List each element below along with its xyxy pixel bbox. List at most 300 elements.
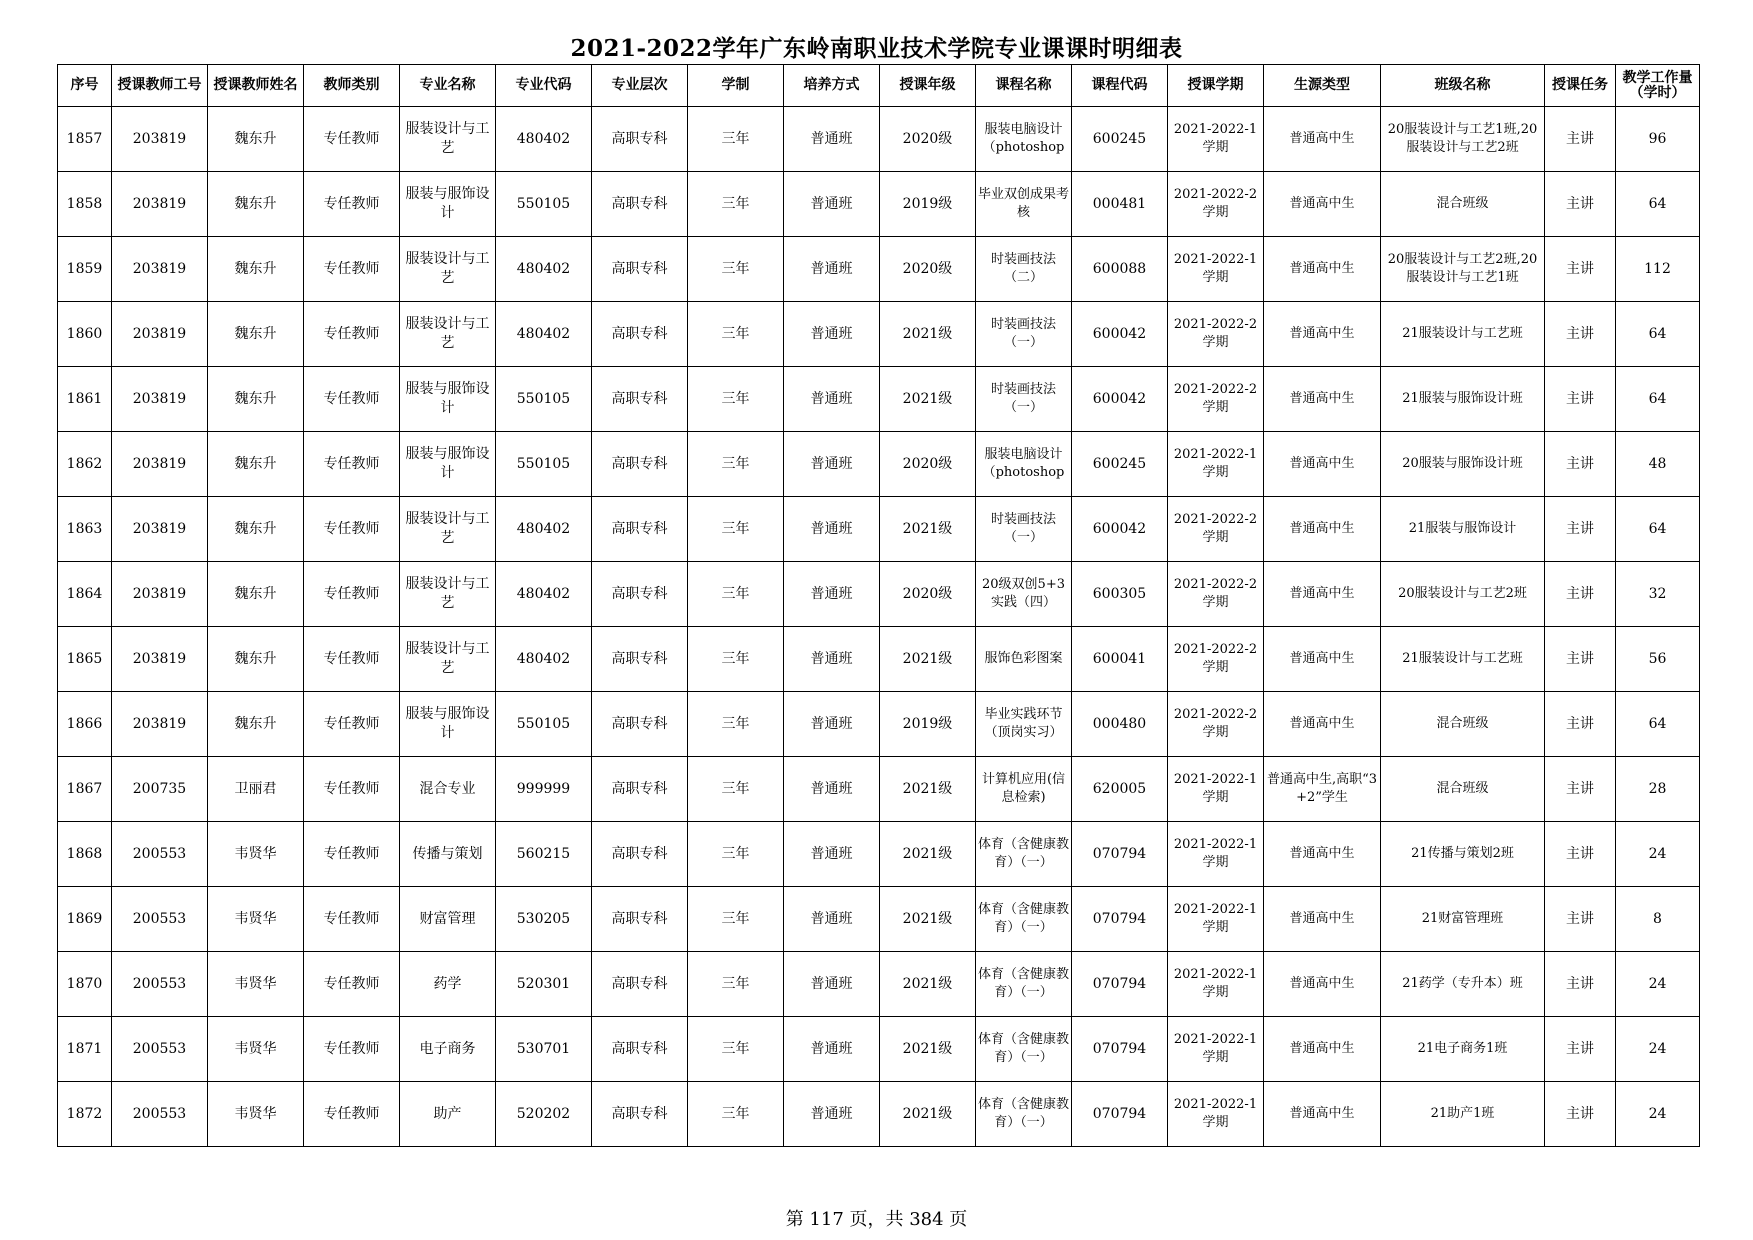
table-cell: 专任教师 [304,367,400,432]
table-cell: 1861 [58,367,112,432]
table-cell: 服装与服饰设计 [400,172,496,237]
table-cell: 体育（含健康教育）（一） [976,1017,1072,1082]
course-hours-table [57,64,1700,1147]
table-cell: 服装与服饰设计 [400,692,496,757]
table-cell: 203819 [112,627,208,692]
table-cell: 2021-2022-1学期 [1168,822,1264,887]
column-header: 授课学期 [1168,65,1264,107]
table-cell: 服装与服饰设计 [400,432,496,497]
table-cell: 时装画技法（一） [976,497,1072,562]
table-cell: 21服装设计与工艺班 [1381,302,1545,367]
table-cell: 070794 [1072,952,1168,1017]
table-cell: 2021-2022-2学期 [1168,302,1264,367]
table-cell: 主讲 [1545,302,1616,367]
table-cell: 21财富管理班 [1381,887,1545,952]
table-cell: 2020级 [880,562,976,627]
table-cell: 普通高中生 [1264,692,1381,757]
table-cell: 高职专科 [592,367,688,432]
table-cell: 高职专科 [592,887,688,952]
table-cell: 助产 [400,1082,496,1147]
table-cell: 三年 [688,887,784,952]
table-cell: 1872 [58,1082,112,1147]
table-cell: 24 [1616,952,1700,1017]
table-cell: 普通班 [784,432,880,497]
table-cell: 体育（含健康教育）（一） [976,887,1072,952]
table-cell: 999999 [496,757,592,822]
table-cell: 24 [1616,822,1700,887]
table-cell: 普通班 [784,302,880,367]
table-cell: 普通高中生 [1264,1082,1381,1147]
table-cell: 服装设计与工艺 [400,237,496,302]
table-cell: 24 [1616,1082,1700,1147]
column-header: 学制 [688,65,784,107]
table-cell: 64 [1616,172,1700,237]
table-cell: 64 [1616,302,1700,367]
table-cell: 2021-2022-1学期 [1168,1082,1264,1147]
column-header: 课程代码 [1072,65,1168,107]
table-cell: 专任教师 [304,757,400,822]
table-cell: 普通班 [784,1082,880,1147]
table-cell: 普通班 [784,367,880,432]
table-cell: 520202 [496,1082,592,1147]
table-cell: 2021级 [880,497,976,562]
table-cell: 070794 [1072,1082,1168,1147]
table-cell: 21传播与策划2班 [1381,822,1545,887]
table-cell: 主讲 [1545,497,1616,562]
table-cell: 卫丽君 [208,757,304,822]
table-cell: 203819 [112,237,208,302]
table-cell: 480402 [496,497,592,562]
table-cell: 070794 [1072,1017,1168,1082]
table-cell: 21服装与服饰设计 [1381,497,1545,562]
table-cell: 高职专科 [592,1082,688,1147]
table-cell: 专任教师 [304,822,400,887]
table-cell: 550105 [496,172,592,237]
table-cell: 28 [1616,757,1700,822]
table-cell: 主讲 [1545,887,1616,952]
table-cell: 时装画技法（一） [976,367,1072,432]
table-cell: 魏东升 [208,237,304,302]
page-title: 2021-2022学年广东岭南职业技术学院专业课课时明细表 [570,35,1183,62]
table-cell: 112 [1616,237,1700,302]
table-cell: 1858 [58,172,112,237]
table-cell: 2021-2022-1学期 [1168,107,1264,172]
column-header: 授课任务 [1545,65,1616,107]
table-row [58,952,1700,1017]
table-cell: 专任教师 [304,497,400,562]
table-cell: 96 [1616,107,1700,172]
table-cell: 三年 [688,757,784,822]
table-cell: 高职专科 [592,627,688,692]
table-cell: 魏东升 [208,302,304,367]
table-cell: 20服装与服饰设计班 [1381,432,1545,497]
table-cell: 2021-2022-2学期 [1168,497,1264,562]
table-cell: 203819 [112,497,208,562]
table-cell: 2020级 [880,107,976,172]
table-cell: 普通班 [784,692,880,757]
table-cell: 魏东升 [208,497,304,562]
table-cell: 1869 [58,887,112,952]
table-cell: 2020级 [880,237,976,302]
table-cell: 600041 [1072,627,1168,692]
table-cell: 2021-2022-1学期 [1168,1017,1264,1082]
table-cell: 200553 [112,1017,208,1082]
table-cell: 普通高中生 [1264,952,1381,1017]
column-header: 授课教师姓名 [208,65,304,107]
table-cell: 主讲 [1545,822,1616,887]
column-header: 授课教师工号 [112,65,208,107]
table-cell: 1870 [58,952,112,1017]
table-cell: 2021级 [880,1082,976,1147]
table-cell: 普通高中生 [1264,497,1381,562]
table-cell: 高职专科 [592,1017,688,1082]
table-cell: 600088 [1072,237,1168,302]
table-cell: 魏东升 [208,432,304,497]
table-cell: 普通班 [784,562,880,627]
table-cell: 48 [1616,432,1700,497]
table-cell: 混合班级 [1381,172,1545,237]
table-cell: 时装画技法（一） [976,302,1072,367]
table-cell: 203819 [112,107,208,172]
table-cell: 480402 [496,107,592,172]
table-cell: 服装设计与工艺 [400,302,496,367]
table-cell: 070794 [1072,887,1168,952]
table-cell: 56 [1616,627,1700,692]
table-cell: 主讲 [1545,1017,1616,1082]
table-cell: 普通班 [784,237,880,302]
table-cell: 专任教师 [304,627,400,692]
table-cell: 普通高中生 [1264,627,1381,692]
table-cell: 2021级 [880,952,976,1017]
table-cell: 21服装设计与工艺班 [1381,627,1545,692]
table-cell: 普通班 [784,757,880,822]
table-cell: 三年 [688,627,784,692]
table-cell: 203819 [112,432,208,497]
table-cell: 560215 [496,822,592,887]
table-cell: 480402 [496,627,592,692]
table-cell: 韦贤华 [208,1017,304,1082]
table-cell: 魏东升 [208,107,304,172]
table-cell: 1868 [58,822,112,887]
table-cell: 服装设计与工艺 [400,107,496,172]
table-cell: 1864 [58,562,112,627]
table-row [58,887,1700,952]
page-footer: 第 117 页，共 384 页 [785,1209,968,1230]
table-cell: 普通高中生,高职“3+2”学生 [1264,757,1381,822]
table-cell: 三年 [688,497,784,562]
table-cell: 三年 [688,822,784,887]
table-cell: 三年 [688,302,784,367]
table-cell: 混合专业 [400,757,496,822]
table-cell: 550105 [496,432,592,497]
table-cell: 韦贤华 [208,822,304,887]
table-cell: 普通班 [784,627,880,692]
table-cell: 2021-2022-1学期 [1168,432,1264,497]
table-cell: 高职专科 [592,497,688,562]
table-row [58,1082,1700,1147]
table-cell: 2021-2022-2学期 [1168,172,1264,237]
table-cell: 毕业双创成果考核 [976,172,1072,237]
table-cell: 普通班 [784,172,880,237]
table-cell: 8 [1616,887,1700,952]
table-cell: 普通高中生 [1264,172,1381,237]
table-cell: 600245 [1072,432,1168,497]
table-row [58,302,1700,367]
table-cell: 20级双创5+3实践（四） [976,562,1072,627]
table-cell: 服装设计与工艺 [400,562,496,627]
table-cell: 高职专科 [592,757,688,822]
table-cell: 专任教师 [304,432,400,497]
table-row [58,822,1700,887]
table-cell: 普通高中生 [1264,887,1381,952]
table-row [58,367,1700,432]
table-cell: 480402 [496,237,592,302]
table-cell: 服装设计与工艺 [400,497,496,562]
table-cell: 20服装设计与工艺1班,20服装设计与工艺2班 [1381,107,1545,172]
table-cell: 64 [1616,497,1700,562]
table-cell: 普通高中生 [1264,302,1381,367]
table-cell: 600042 [1072,302,1168,367]
table-cell: 传播与策划 [400,822,496,887]
table-cell: 2021-2022-1学期 [1168,887,1264,952]
table-cell: 主讲 [1545,367,1616,432]
table-cell: 三年 [688,1082,784,1147]
table-cell: 魏东升 [208,562,304,627]
table-cell: 服装电脑设计（photoshop [976,107,1072,172]
table-row [58,757,1700,822]
table-cell: 070794 [1072,822,1168,887]
table-cell: 600245 [1072,107,1168,172]
header-row [58,65,1700,107]
table-cell: 普通高中生 [1264,432,1381,497]
table-cell: 2020级 [880,432,976,497]
column-header: 教师类别 [304,65,400,107]
table-cell: 1865 [58,627,112,692]
table-cell: 200553 [112,952,208,1017]
table-cell: 毕业实践环节（顶岗实习） [976,692,1072,757]
table-cell: 专任教师 [304,1082,400,1147]
table-cell: 520301 [496,952,592,1017]
table-cell: 普通班 [784,822,880,887]
table-cell: 魏东升 [208,367,304,432]
table-cell: 体育（含健康教育）（一） [976,1082,1072,1147]
table-cell: 三年 [688,1017,784,1082]
table-cell: 主讲 [1545,1082,1616,1147]
table-cell: 主讲 [1545,952,1616,1017]
table-cell: 韦贤华 [208,952,304,1017]
table-cell: 2021级 [880,1017,976,1082]
table-cell: 600042 [1072,367,1168,432]
table-row [58,107,1700,172]
table-row [58,497,1700,562]
table-cell: 普通高中生 [1264,237,1381,302]
table-cell: 620005 [1072,757,1168,822]
table-cell: 1862 [58,432,112,497]
table-cell: 普通班 [784,107,880,172]
table-cell: 主讲 [1545,172,1616,237]
table-cell: 高职专科 [592,692,688,757]
table-cell: 专任教师 [304,1017,400,1082]
table-cell: 服装设计与工艺 [400,627,496,692]
table-cell: 1857 [58,107,112,172]
table-cell: 三年 [688,172,784,237]
table-cell: 203819 [112,692,208,757]
table-cell: 三年 [688,367,784,432]
table-cell: 财富管理 [400,887,496,952]
column-header: 教学工作量（学时） [1616,65,1700,107]
table-cell: 体育（含健康教育）（一） [976,822,1072,887]
table-cell: 550105 [496,367,592,432]
table-cell: 高职专科 [592,237,688,302]
table-cell: 电子商务 [400,1017,496,1082]
table-cell: 计算机应用(信息检索) [976,757,1072,822]
table-cell: 混合班级 [1381,692,1545,757]
table-cell: 主讲 [1545,692,1616,757]
table-cell: 1859 [58,237,112,302]
column-header: 班级名称 [1381,65,1545,107]
table-cell: 000481 [1072,172,1168,237]
column-header: 培养方式 [784,65,880,107]
table-cell: 64 [1616,367,1700,432]
table-row [58,1017,1700,1082]
column-header: 课程名称 [976,65,1072,107]
table-cell: 普通班 [784,952,880,1017]
table-cell: 魏东升 [208,627,304,692]
table-cell: 20服装设计与工艺2班 [1381,562,1545,627]
table-cell: 64 [1616,692,1700,757]
table-cell: 000480 [1072,692,1168,757]
table-cell: 服装与服饰设计 [400,367,496,432]
table-cell: 专任教师 [304,237,400,302]
table-cell: 1867 [58,757,112,822]
table-cell: 20服装设计与工艺2班,20服装设计与工艺1班 [1381,237,1545,302]
table-cell: 200735 [112,757,208,822]
table-cell: 530205 [496,887,592,952]
table-cell: 专任教师 [304,172,400,237]
table-cell: 203819 [112,172,208,237]
column-header: 专业层次 [592,65,688,107]
table-cell: 2021-2022-1学期 [1168,757,1264,822]
table-cell: 2021-2022-2学期 [1168,627,1264,692]
table-cell: 主讲 [1545,107,1616,172]
table-cell: 魏东升 [208,172,304,237]
table-cell: 主讲 [1545,627,1616,692]
table-cell: 普通高中生 [1264,562,1381,627]
table-cell: 21服装与服饰设计班 [1381,367,1545,432]
table-cell: 韦贤华 [208,887,304,952]
table-cell: 魏东升 [208,692,304,757]
table-cell: 480402 [496,562,592,627]
table-cell: 专任教师 [304,562,400,627]
column-header: 授课年级 [880,65,976,107]
table-cell: 主讲 [1545,237,1616,302]
table-cell: 三年 [688,237,784,302]
column-header: 专业代码 [496,65,592,107]
table-cell: 高职专科 [592,562,688,627]
table-cell: 24 [1616,1017,1700,1082]
table-cell: 530701 [496,1017,592,1082]
table-cell: 高职专科 [592,107,688,172]
table-cell: 2021级 [880,757,976,822]
table-cell: 600042 [1072,497,1168,562]
table-cell: 高职专科 [592,172,688,237]
table-cell: 普通高中生 [1264,367,1381,432]
table-cell: 混合班级 [1381,757,1545,822]
table-cell: 专任教师 [304,887,400,952]
table-cell: 高职专科 [592,822,688,887]
table-cell: 普通高中生 [1264,107,1381,172]
table-cell: 550105 [496,692,592,757]
table-cell: 200553 [112,1082,208,1147]
table-cell: 普通班 [784,887,880,952]
table-cell: 三年 [688,692,784,757]
column-header: 序号 [58,65,112,107]
table-cell: 2021-2022-2学期 [1168,562,1264,627]
table-body [58,107,1700,1147]
table-cell: 普通高中生 [1264,822,1381,887]
table-cell: 21药学（专升本）班 [1381,952,1545,1017]
table-cell: 服装电脑设计（photoshop [976,432,1072,497]
table-cell: 2019级 [880,692,976,757]
table-cell: 时装画技法（二） [976,237,1072,302]
table-cell: 1863 [58,497,112,562]
table-cell: 2021-2022-2学期 [1168,692,1264,757]
table-row [58,237,1700,302]
table-cell: 203819 [112,562,208,627]
table-cell: 203819 [112,367,208,432]
table-cell: 主讲 [1545,562,1616,627]
table-cell: 2021级 [880,302,976,367]
table-cell: 体育（含健康教育）（一） [976,952,1072,1017]
table-cell: 普通班 [784,497,880,562]
table-cell: 32 [1616,562,1700,627]
table-cell: 2019级 [880,172,976,237]
table-cell: 高职专科 [592,952,688,1017]
table-cell: 200553 [112,887,208,952]
table-cell: 三年 [688,432,784,497]
table-row [58,432,1700,497]
column-header: 专业名称 [400,65,496,107]
table-cell: 200553 [112,822,208,887]
table-row [58,562,1700,627]
table-cell: 韦贤华 [208,1082,304,1147]
table-cell: 主讲 [1545,432,1616,497]
table-cell: 2021级 [880,627,976,692]
table-cell: 21助产1班 [1381,1082,1545,1147]
table-cell: 1860 [58,302,112,367]
table-cell: 专任教师 [304,692,400,757]
table-cell: 600305 [1072,562,1168,627]
table-cell: 2021-2022-2学期 [1168,367,1264,432]
table-cell: 三年 [688,107,784,172]
table-cell: 主讲 [1545,757,1616,822]
table-cell: 1871 [58,1017,112,1082]
table-cell: 三年 [688,562,784,627]
table-cell: 2021-2022-1学期 [1168,237,1264,302]
table-cell: 三年 [688,952,784,1017]
table-cell: 普通高中生 [1264,1017,1381,1082]
table-cell: 专任教师 [304,952,400,1017]
table-cell: 2021级 [880,887,976,952]
table-cell: 1866 [58,692,112,757]
table-cell: 专任教师 [304,107,400,172]
table-cell: 480402 [496,302,592,367]
table-cell: 普通班 [784,1017,880,1082]
table-cell: 高职专科 [592,432,688,497]
table-cell: 高职专科 [592,302,688,367]
table-cell: 服饰色彩图案 [976,627,1072,692]
table-cell: 2021级 [880,822,976,887]
